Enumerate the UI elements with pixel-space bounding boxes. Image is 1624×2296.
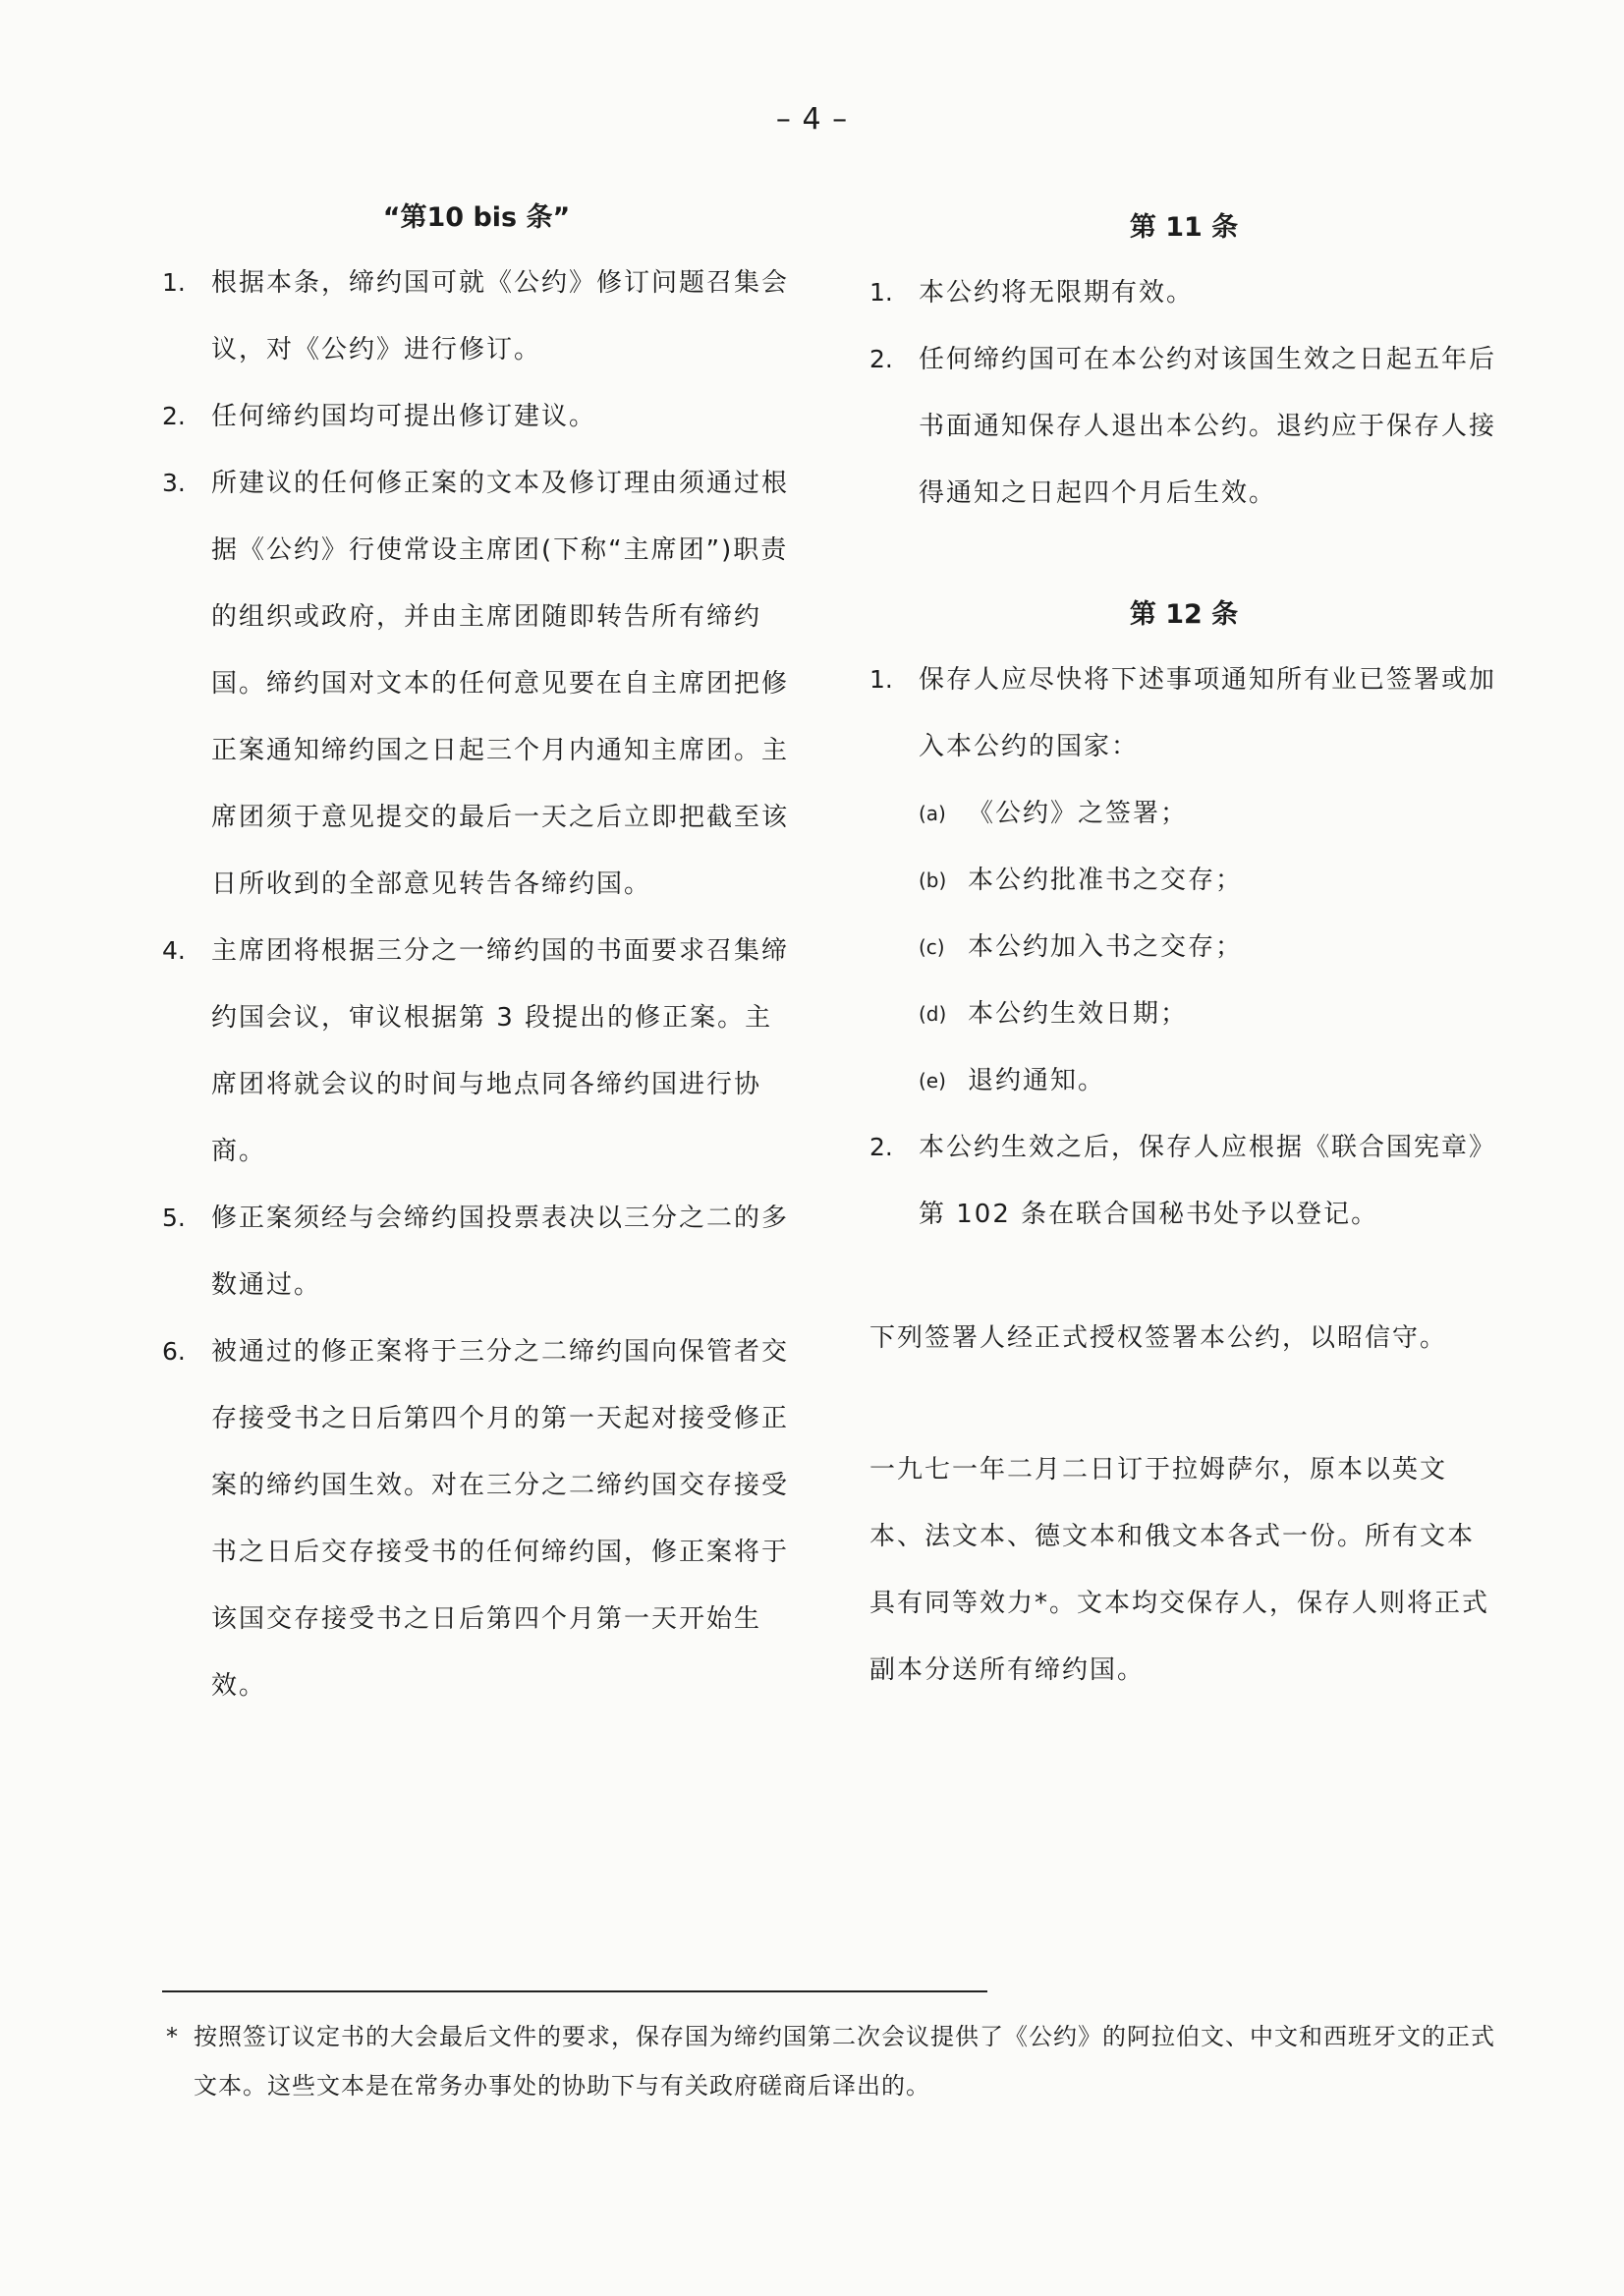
section-gap — [869, 527, 1498, 584]
footnote — [162, 2012, 1498, 2110]
article-12-subitem-c — [869, 914, 1498, 980]
subitem-letter: (e) — [919, 1069, 946, 1092]
footnote-text: 按照签订议定书的大会最后文件的要求，保存国为缔约国第二次会议提供了《公约》的阿拉伯文、中文和西班牙文的正式文本。这些文本是在常务办事处的协助下与有关政府磋商后译出的。 — [194, 2023, 1495, 2100]
article-10bis-item-5 — [162, 1185, 791, 1318]
page-number: – 4 – — [775, 102, 849, 137]
article-10bis-item-3 — [162, 450, 791, 918]
article-12-subitem-b — [869, 847, 1498, 914]
article-10bis-title: “第10 bis 条” — [382, 202, 571, 233]
section-gap — [869, 1248, 1498, 1305]
subitem-letter: (a) — [919, 802, 946, 825]
article-11-item-1 — [869, 259, 1498, 326]
subitem-text: 本公约生效日期； — [968, 999, 1189, 1029]
item-number: 4. — [162, 936, 186, 965]
article-10bis-item-2 — [162, 383, 791, 450]
item-number: 1. — [162, 268, 186, 297]
done-at-clause: 一九七一年二月二日订于拉姆萨尔，原本以英文本、法文本、德文本和俄文本各式一份。所有文本具有同等效力*。文本均交保存人，保存人则将正式副本分送所有缔约国。 — [869, 1455, 1490, 1685]
right-column — [869, 196, 1498, 1704]
article-12-subitem-a — [869, 780, 1498, 847]
footnote-mark: * — [166, 2023, 179, 2050]
signature-clause: 下列签署人经正式授权签署本公约，以昭信守。 — [869, 1323, 1448, 1353]
item-text: 任何缔约国可在本公约对该国生效之日起五年后书面通知保存人退出本公约。退约应于保存人接得通知之日起四个月后生效。 — [919, 345, 1497, 508]
item-number: 1. — [869, 665, 893, 694]
item-number: 2. — [162, 402, 186, 430]
item-text: 保存人应尽快将下述事项通知所有业已签署或加入本公约的国家： — [919, 665, 1497, 761]
footnote-divider — [162, 1990, 987, 1992]
item-text: 所建议的任何修正案的文本及修订理由须通过根据《公约》行使常设主席团(下称“主席团”)职责的组织或政府，并由主席团随即转告所有缔约国。缔约国对文本的任何意见要在自主席团把修正案通知缔约国之日起三个月内通知主席团。主席团须于意见提交的最后一天之后立即把截至该日所收到的全部意见转告各缔约国。 — [211, 469, 790, 899]
article-10bis-item-4 — [162, 918, 791, 1185]
item-number: 2. — [869, 345, 893, 373]
item-number: 2. — [869, 1133, 893, 1161]
subitem-text: 《公约》之签署； — [968, 799, 1189, 828]
article-10bis-item-6 — [162, 1318, 791, 1719]
item-text: 修正案须经与会缔约国投票表决以三分之二的多数通过。 — [211, 1204, 790, 1300]
item-number: 3. — [162, 469, 186, 497]
article-11-item-2 — [869, 326, 1498, 527]
item-number: 1. — [869, 278, 893, 307]
item-text: 任何缔约国均可提出修订建议。 — [211, 402, 597, 431]
left-column — [162, 196, 791, 1719]
item-number: 5. — [162, 1204, 186, 1232]
item-number: 6. — [162, 1337, 186, 1366]
article-12-subitem-e — [869, 1047, 1498, 1114]
subitem-text: 本公约批准书之交存； — [968, 866, 1244, 895]
item-text: 根据本条，缔约国可就《公约》修订问题召集会议，对《公约》进行修订。 — [211, 268, 790, 364]
item-text: 本公约将无限期有效。 — [919, 278, 1195, 308]
item-text: 主席团将根据三分之一缔约国的书面要求召集缔约国会议，审议根据第 3 段提出的修正案。主席团将就会议的时间与地点同各缔约国进行协商。 — [211, 936, 790, 1166]
article-12-item-2 — [869, 1114, 1498, 1248]
subitem-letter: (c) — [919, 935, 945, 959]
article-12-subitem-d — [869, 980, 1498, 1047]
subitem-text: 本公约加入书之交存； — [968, 932, 1244, 962]
article-12-title: 第 12 条 — [1129, 599, 1239, 630]
article-12-item-1 — [869, 646, 1498, 780]
article-10bis-item-1 — [162, 250, 791, 383]
subitem-letter: (d) — [919, 1002, 947, 1026]
item-text: 被通过的修正案将于三分之二缔约国向保管者交存接受书之日后第四个月的第一天起对接受修正案的缔约国生效。对在三分之二缔约国交存接受书之日后交存接受书的任何缔约国，修正案将于该国交存接受书之日后第四个月第一天开始生效。 — [211, 1337, 790, 1701]
article-11-title: 第 11 条 — [1129, 212, 1239, 243]
subitem-letter: (b) — [919, 868, 947, 892]
subitem-text: 退约通知。 — [968, 1066, 1106, 1095]
item-text: 本公约生效之后，保存人应根据《联合国宪章》第 102 条在联合国秘书处予以登记。 — [919, 1133, 1497, 1229]
